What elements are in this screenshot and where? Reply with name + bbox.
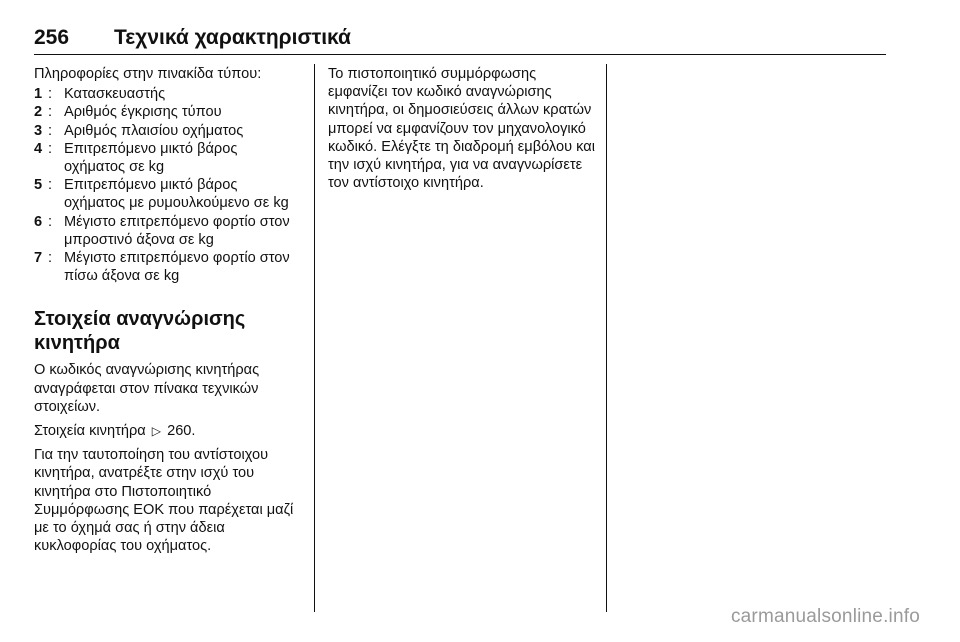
item-number: 7 xyxy=(34,250,43,267)
list-item: 4 : Επιτρεπόμενο μικτό βάρος οχήματος σε kg xyxy=(34,140,302,176)
list-item: 6 : Μέγιστο επιτρεπόμενο φορτίο στον μπροστινό άξονα σε kg xyxy=(34,213,302,249)
item-number: 4 xyxy=(34,140,43,157)
list-item: 3 : Αριθμός πλαισίου οχήματος xyxy=(34,122,302,140)
item-number: 1 xyxy=(34,86,43,103)
item-text: Μέγιστο επιτρεπόμενο φορτίο στον πίσω άξονα σε kg xyxy=(64,250,290,285)
item-text: Κατασκευαστής xyxy=(64,86,166,103)
page-reference-arrow-icon: ▷ xyxy=(151,424,162,439)
page-title: Τεχνικά χαρακτηριστικά xyxy=(114,26,351,49)
engine-code-paragraph: Ο κωδικός αναγνώρισης κινητήρας αναγράφεται στον πίνακα τεχνικών στοιχείων. xyxy=(34,362,260,415)
list-item: 2 : Αριθμός έγκρισης τύπου xyxy=(34,103,302,121)
item-text: Μέγιστο επιτρεπόμενο φορτίο στον μπροστινό άξονα σε kg xyxy=(64,213,290,248)
column-divider xyxy=(606,64,607,612)
engine-identification-paragraph: Για την ταυτοποίηση του αντίστοιχου κινητήρα, ανατρέξτε στην ισχύ του κινητήρα στο Πιστοποιητικό Συμμόρφωσης ΕΟΚ που παρέχεται μαζί με το όχημά σας ή στην άδεια κυκλοφορίας του οχήματος. xyxy=(34,447,294,555)
item-number: 6 xyxy=(34,213,43,230)
page-header xyxy=(34,26,886,55)
reference-page-link[interactable]: 260. xyxy=(167,423,196,440)
item-number: 5 xyxy=(34,177,43,194)
list-item: 7 : Μέγιστο επιτρεπόμενο φορτίο στον πίσω άξονα σε kg xyxy=(34,249,302,285)
list-item: 1 : Κατασκευαστής xyxy=(34,85,302,103)
plate-info-list xyxy=(34,85,302,285)
plate-intro: Πληροφορίες στην πινακίδα τύπου: xyxy=(34,66,262,82)
item-text: Αριθμός πλαισίου οχήματος xyxy=(64,122,244,139)
page-number: 256 xyxy=(34,26,70,49)
column-divider xyxy=(314,64,315,612)
left-column xyxy=(34,65,302,561)
item-number: 3 xyxy=(34,122,43,139)
list-item: 5 : Επιτρεπόμενο μικτό βάρος οχήματος με ρυμουλκούμενο σε kg xyxy=(34,176,302,212)
item-number: 2 xyxy=(34,104,43,121)
watermark: carmanualsonline.info xyxy=(730,606,920,627)
item-text: Αριθμός έγκρισης τύπου xyxy=(64,104,222,121)
section-heading: Στοιχεία αναγνώρισης κινητήρα xyxy=(34,308,246,355)
item-text: Επιτρεπόμενο μικτό βάρος οχήματος σε kg xyxy=(64,140,238,176)
middle-column xyxy=(328,65,596,198)
item-text: Επιτρεπόμενο μικτό βάρος οχήματος με ρυμουλκούμενο σε kg xyxy=(64,177,289,212)
engine-data-reference xyxy=(34,422,302,440)
certificate-paragraph: Το πιστοποιητικό συμμόρφωσης εμφανίζει τον κωδικό αναγνώρισης κινητήρα, οι δημοσιεύσεις άλλων κρατών μπορεί να εμφανίζουν τον μηχανολογικό κωδικό. Ελέγξτε τη διαδρομή εμβόλου και την ισχύ κινητήρα, για να αναγνωρίσετε τον αντίστοιχο κινητήρα. xyxy=(328,66,595,192)
reference-text: Στοιχεία κινητήρα xyxy=(34,423,146,440)
